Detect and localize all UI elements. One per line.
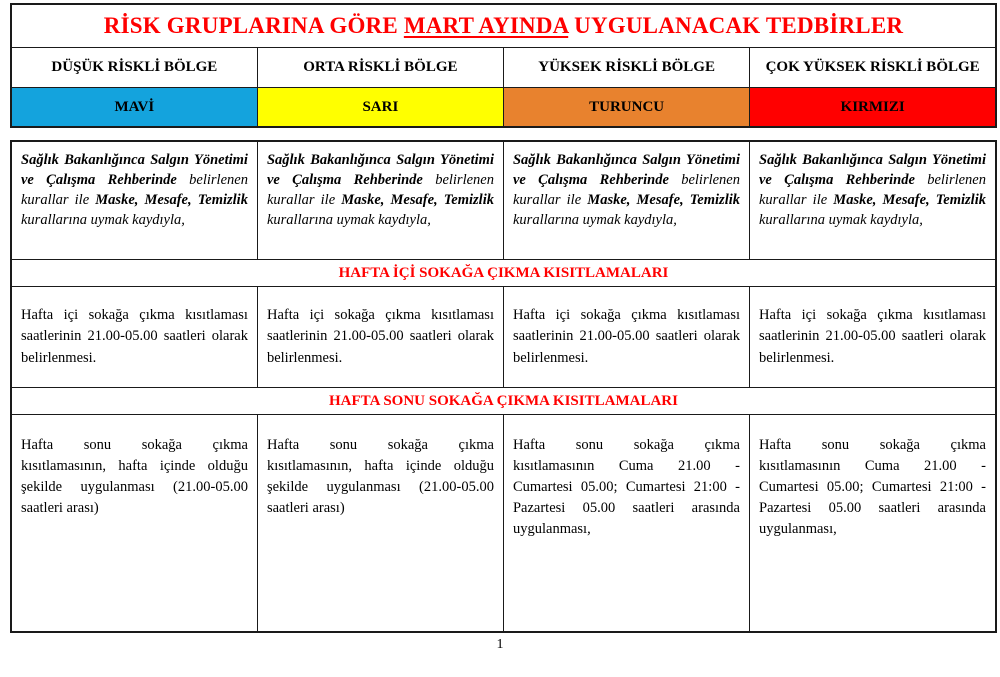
general-rule-bold-2: Maske, Mesafe, Temizlik [587, 192, 740, 208]
region-header-low-risk: DÜŞÜK RİSKLİ BÖLGE [11, 48, 257, 88]
general-rule-row [11, 141, 996, 260]
weekend-cell-2: Hafta sonu sokağa çıkma kısıtlamasının, hafta içinde olduğu şekilde uygulanması (21.00-05.00 saatleri arası) [257, 415, 503, 633]
general-rule-normal-1: belirlenen kurallar ile [266, 172, 494, 208]
page-number: 1 [496, 637, 504, 652]
title-prefix: RİSK GRUPLARINA GÖRE [103, 13, 404, 38]
weekday-cell-1: Hafta içi sokağa çıkma kısıtlaması saatlerinin 21.00-05.00 saatleri olarak belirlenmesi. [11, 287, 257, 388]
general-rule-cell-1 [11, 141, 257, 260]
weekend-cell-3: Hafta sonu sokağa çıkma kısıtlamasının Cuma 21.00 - Cumartesi 05.00; Cumartesi 21:00 - Pazartesi 05.00 saatleri arasında uygulanması, [503, 415, 749, 633]
measures-table [10, 140, 997, 633]
color-cell-orange: TURUNCU [504, 88, 750, 128]
weekend-band-row [11, 388, 996, 415]
general-rule-bold-2: Maske, Mesafe, Temizlik [95, 192, 248, 208]
weekday-curfew-header: HAFTA İÇİ SOKAĞA ÇIKMA KISITLAMALARI [11, 260, 996, 287]
general-rule-normal-1: belirlenen kurallar ile [21, 172, 248, 208]
general-rule-bold-2: Maske, Mesafe, Temizlik [341, 192, 494, 208]
weekday-band-row [11, 260, 996, 287]
color-cell-yellow: SARI [257, 88, 503, 128]
general-rule-cell-3 [503, 141, 749, 260]
general-rule-bold-1: Sağlık Bakanlığınca Salgın Yönetimi ve Çalışma Rehberinde [512, 152, 740, 188]
weekend-curfew-header: HAFTA SONU SOKAĞA ÇIKMA KISITLAMALARI [11, 388, 996, 415]
weekday-cell-2: Hafta içi sokağa çıkma kısıtlaması saatlerinin 21.00-05.00 saatleri olarak belirlenmesi. [257, 287, 503, 388]
general-rule-normal-1: belirlenen kurallar ile [759, 172, 986, 208]
general-rule-bold-1: Sağlık Bakanlığınca Salgın Yönetimi ve Çalışma Rehberinde [21, 152, 248, 188]
general-rule-cell-4 [750, 141, 997, 260]
color-cell-red: KIRMIZI [750, 88, 996, 128]
weekend-row [11, 415, 996, 633]
weekday-row [11, 287, 996, 388]
general-rule-normal-2: kurallarına uymak kaydıyla, [759, 212, 923, 228]
general-rule-normal-1: belirlenen kurallar ile [512, 172, 740, 208]
general-rule-bold-1: Sağlık Bakanlığınca Salgın Yönetimi ve Çalışma Rehberinde [759, 152, 986, 188]
color-cell-blue: MAVİ [11, 88, 257, 128]
region-header-row [11, 48, 996, 88]
weekday-cell-4: Hafta içi sokağa çıkma kısıtlaması saatlerinin 21.00-05.00 saatleri olarak belirlenmesi. [750, 287, 997, 388]
general-rule-normal-2: kurallarına uymak kaydıyla, [21, 212, 185, 228]
weekend-cell-1: Hafta sonu sokağa çıkma kısıtlamasının, hafta içinde olduğu şekilde uygulanması (21.00-05.00 saatleri arası) [11, 415, 257, 633]
title-suffix: UYGULANACAK TEDBİRLER [568, 13, 904, 38]
region-header-high-risk: YÜKSEK RİSKLİ BÖLGE [504, 48, 750, 88]
document-title [11, 4, 996, 48]
weekday-cell-3: Hafta içi sokağa çıkma kısıtlaması saatlerinin 21.00-05.00 saatleri olarak belirlenmesi. [503, 287, 749, 388]
title-underlined-part: MART AYINDA [403, 13, 569, 38]
general-rule-normal-2: kurallarına uymak kaydıyla, [512, 212, 677, 228]
weekend-cell-4: Hafta sonu sokağa çıkma kısıtlamasının Cuma 21.00 - Cumartesi 05.00; Cumartesi 21:00 - Pazartesi 05.00 saatleri arasında uygulanması, [750, 415, 997, 633]
general-rule-bold-1: Sağlık Bakanlığınca Salgın Yönetimi ve Çalışma Rehberinde [266, 152, 494, 188]
risk-groups-header-table [10, 3, 997, 128]
region-header-very-high-risk: ÇOK YÜKSEK RİSKLİ BÖLGE [750, 48, 996, 88]
general-rule-cell-2 [257, 141, 503, 260]
color-row [11, 88, 996, 128]
general-rule-normal-2: kurallarına uymak kaydıyla, [266, 212, 431, 228]
general-rule-bold-2: Maske, Mesafe, Temizlik [833, 192, 986, 208]
title-row [11, 4, 996, 48]
region-header-medium-risk: ORTA RİSKLİ BÖLGE [257, 48, 503, 88]
